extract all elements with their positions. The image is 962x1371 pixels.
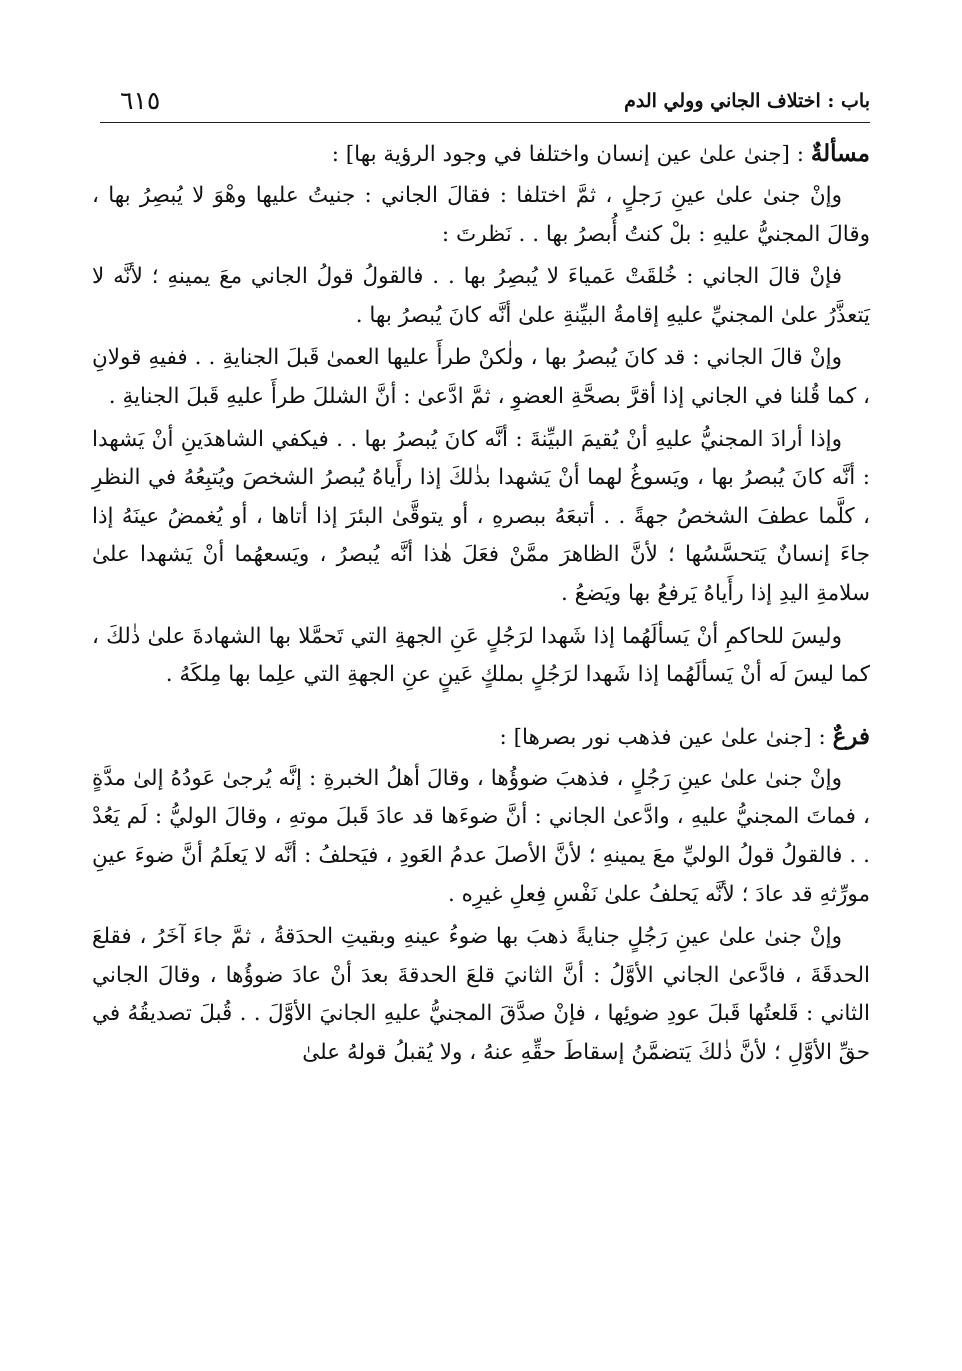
paragraph: وليسَ للحاكمِ أنْ يَسألَهُما إذا شَهدا لرَجُلٍ عَنِ الجهةِ التي تَحمَّلا بها الشهادةَ علىٰ ذٰلكَ ، كما ليسَ لَه أنْ يَسألَهُما إذا شَهدا لرَجُلٍ بملكٍ عَينٍ عنِ الجهةِ التي علِما بها مِلكَهُ . <box>92 623 870 688</box>
paragraph: وإنْ جنىٰ علىٰ عينِ رَجُلٍ ، فذهبَ ضوؤُها ، وقالَ أهلُ الخبرةِ : إنَّه يُرجىٰ عَودُهُ إلىٰ مدَّةٍ ، فماتَ المجنيُّ عليهِ ، وادَّعىٰ الجاني : أنَّ ضوءَها قد عادَ قَبلَ موتهِ ، وقالَ الوليُّ : لَم يَعُدْ . . فالقولُ قولُ الوليِّ معَ يمينهِ ؛ لأنَّ الأصلَ عدمُ العَودِ ، فيَحلفُ : أنَّه لا يَعلَمُ أنَّ ضوءَ عينِ مورِّثهِ قد عادَ ؛ لأنَّه يَحلفُ علىٰ نَفْسِ فِعلِ غيرِه . <box>92 765 870 907</box>
paragraph: وإنْ جنىٰ علىٰ عينِ رَجلٍ ، ثمَّ اختلفا : فقالَ الجاني : جنيتُ عليها وهْوَ لا يُبصِرُ بها ، وقالَ المجنيُّ عليهِ : بلْ كنتُ أُبصرُ بها . . نَظرتَ : <box>92 183 870 247</box>
heading-title: : [جنىٰ علىٰ عين إنسان واختلفا في وجود الرؤية بها] : <box>331 142 811 167</box>
running-head: باب : اختلاف الجاني وولي الدم <box>624 90 870 112</box>
page-number: ٦١٥ <box>120 86 161 115</box>
heading-label: مسألةٌ <box>810 140 870 167</box>
paragraph: وإنْ قالَ الجاني : قد كانَ يُبصرُ بها ، ولٰكنْ طرأَ عليها العمىٰ قَبلَ الجنايةِ . . ففيهِ قولانِ ، كما قُلنا في الجاني إذا أقرَّ بصحَّةِ العضوِ ، ثمَّ ادَّعىٰ : أنَّ الشللَ طرأَ عليهِ قَبلَ الجنايةِ . <box>92 345 870 409</box>
section-heading-far <box>92 719 870 756</box>
section-heading-masala <box>92 136 870 173</box>
heading-label: فرعٌ <box>832 722 870 750</box>
paragraph: وإذا أرادَ المجنيُّ عليهِ أنْ يُقيمَ البيِّنةَ : أنَّه كانَ يُبصرُ بها . . فيكفي الشاهدَينِ أنْ يَشهدا : أنَّه كانَ يُبصرُ بها ، ويَسوغُ لهما أنْ يَشهدا بذٰلكَ إذا رأَياهُ يُبصرُ الشخصَ ويُتبِعُهُ في النظرِ ، كلَّما عطفَ الشخصُ جهةً . . أتبعَهُ ببصرهِ ، أو يتوقَّىٰ البئرَ إذا أتاها ، أو يُغمضُ عينَهُ إذا جاءَ إنسانٌ يَتحسَّسُها ؛ لأنَّ الظاهرَ ممَّنْ فعَلَ هٰذا أنَّه يُبصرُ ، ويَسعهُما أنْ يَشهدا علىٰ سلامةِ اليدِ إذا رأَياهُ يَرفعُ بها ويَضعُ . <box>92 426 870 606</box>
heading-title: : [جنىٰ علىٰ عين فذهب نور بصرها] : <box>499 724 833 750</box>
section-gap <box>92 699 870 719</box>
body-text <box>92 136 870 1076</box>
page-header <box>100 86 870 123</box>
paragraph: فإنْ قالَ الجاني : خُلقَتْ عَمياءَ لا يُبصِرُ بها . . فالقولُ قولُ الجاني معَ يمينهِ ؛ لأنَّه لا يَتعذَّرُ علىٰ المجنيِّ عليهِ إقامةُ البيِّنةِ علىٰ أنَّه كانَ يُبصرُ بها . <box>92 264 870 328</box>
paragraph: وإنْ جنىٰ علىٰ عينِ رَجُلٍ جنايةً ذهبَ بها ضوءُ عينهِ وبقيتِ الحدَقةُ ، ثمَّ جاءَ آخَرُ ، فقلعَ الحدقَةَ ، فادَّعىٰ الجاني الأوَّلُ : أنَّ الثانيَ قلعَ الحدقةَ بعدَ أنْ عادَ ضوؤُها ، وقالَ الجاني الثاني : قَلعتُها قَبلَ عودِ ضوئِها ، فإنْ صدَّقَ المجنيُّ عليهِ الجانيَ الأوَّلَ . . قُبلَ تصديقُهُ في حقِّ الأوَّلِ ؛ لأنَّ ذٰلكَ يَتضمَّنُ إسقاطَ حقِّهِ عنهُ ، ولا يُقبلُ قولهُ علىٰ <box>92 924 870 1065</box>
